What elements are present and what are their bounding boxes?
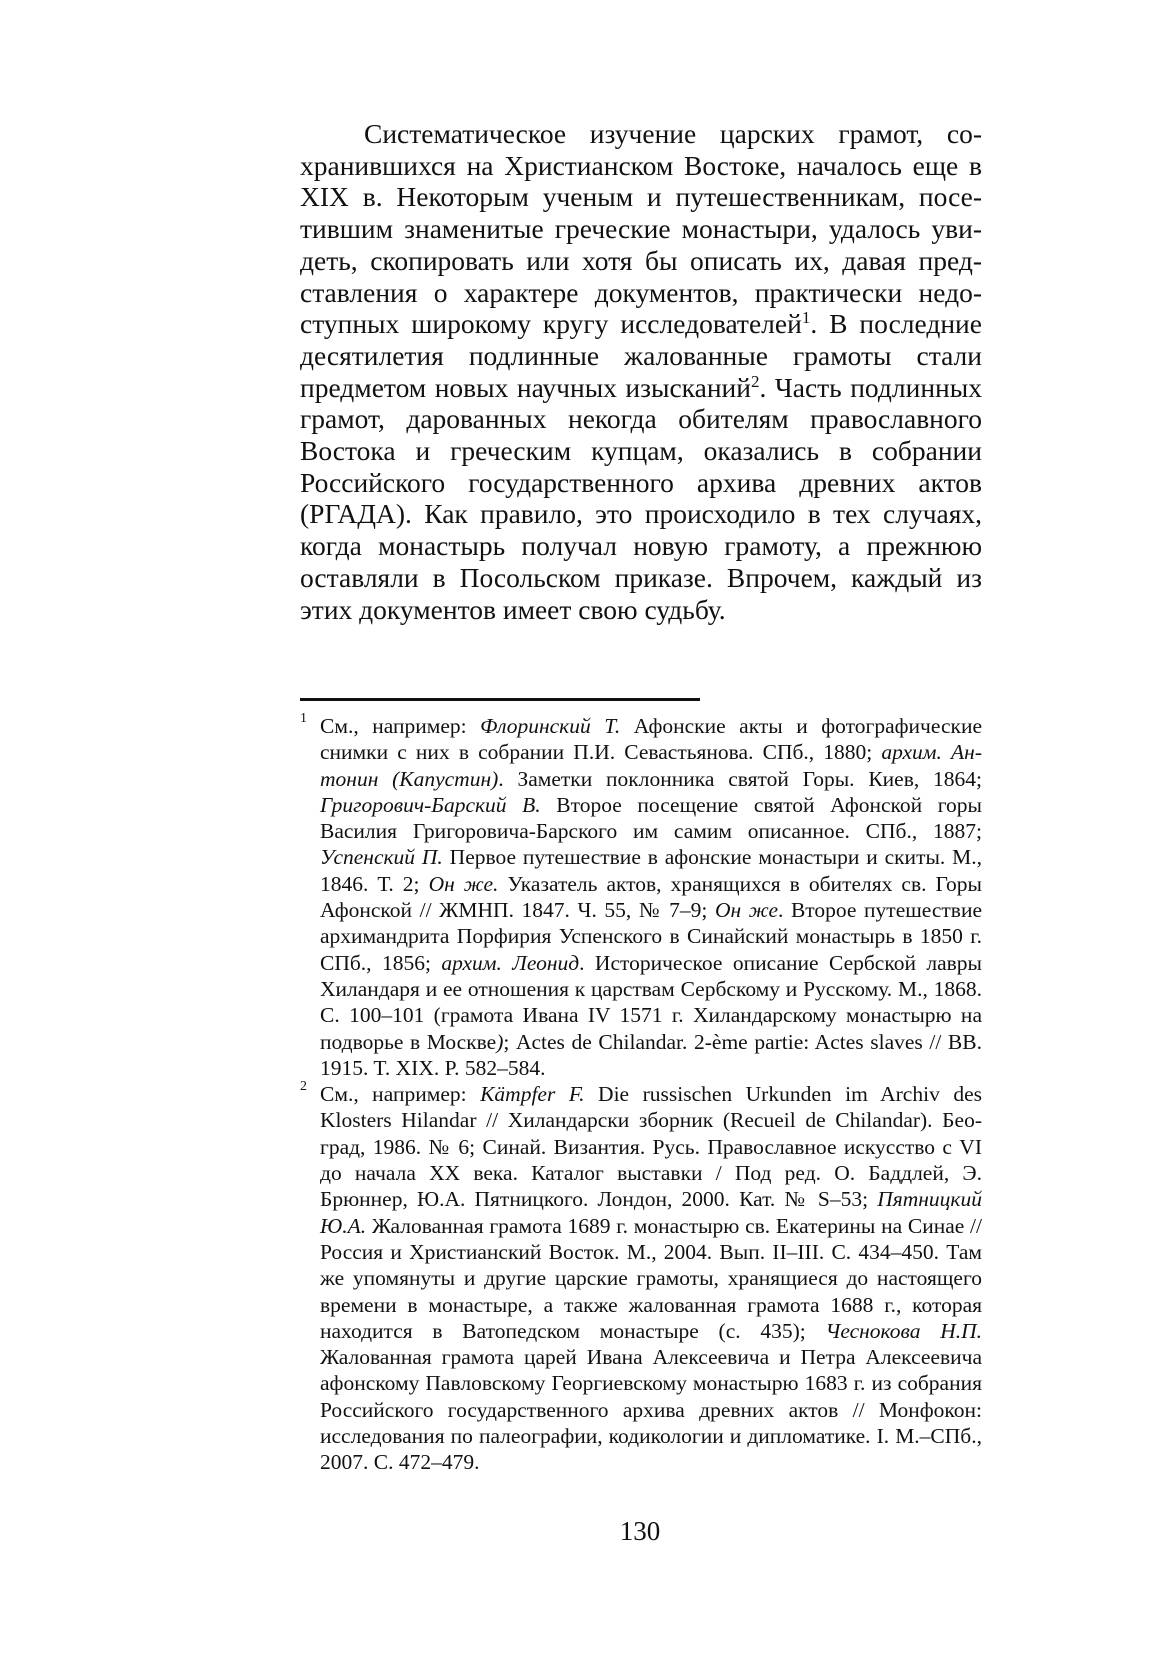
footnote-italic-run: Чеснокова Н.П.	[825, 1318, 982, 1343]
footnote-text-run: Афонские акты и фотографические снимки с них в собрании П.И. Севастьянова. СПб., 1880;	[320, 714, 982, 765]
footnote-italic-run: архим. Леонид	[441, 950, 580, 975]
footnote-1	[300, 713, 982, 1081]
footnote-italic-run: Он же.	[428, 871, 499, 896]
footnote-text-run: . Историческое описание Сербской лавры Хиландаря и ее отношения к царствам Сербскому и Русскому. М., 1868. С. 100–101 (грамота Ивана IV 1571 г. Хиландарскому монастырю на подворье в Москве	[320, 950, 982, 1054]
footnote-text-run: ; Actes de Chilandar. 2-ème partie: Actes slaves // BB. 1915. T. XIX. P. 582–584.	[320, 1029, 982, 1080]
footnote-italic-run: Флоринский Т.	[480, 714, 621, 738]
footnote-text-run: Жалованная грамота царей Ивана Алексеевича и Петра Алексеевича афонскому Павловскому Георгиевскому монастырю 1683 г. из собрания Российского государственного архива древних актов // Монфокон: исследования по палеографии, кодикологии и дипломатике. I. М.–СПб., 2007. С. 472–479.	[320, 1345, 982, 1475]
footnote-number: 2	[300, 1079, 307, 1095]
footnote-italic-run: Успенский П.	[320, 845, 443, 870]
footnote-body	[320, 714, 982, 1080]
footnote-ref-1[interactable]: 1	[801, 308, 811, 328]
main-text-part-1: Систематическое изучение царских грамот, сохранившихся на Христианском Востоке, началось еще в XIX в. Некоторым ученым и путешественникам, посетившим знаменитые греческие монастыри, удалось увидеть, скопировать или хотя бы описать их, давая представления о характере документов, практически недоступных широкому кругу исследователей	[300, 118, 982, 340]
footnote-italic-run: )	[496, 1029, 504, 1054]
footnote-2	[300, 1081, 982, 1475]
footnote-text-run: Указатель актов, хранящихся в обителях св. Горы Афонской // ЖМНП. 1847. Ч. 55, № 7–9;	[320, 871, 982, 923]
footnote-ref-2[interactable]: 2	[751, 371, 760, 391]
footnote-italic-run: архим. Антонин (Капустин)	[320, 740, 982, 791]
footnote-text-run: Die russischen Urkunden im Archiv des Klosters Hilandar // Хиландарски зборник (Recueil de Chilandar). Београд, 1986. № 6; Синай. Византия. Русь. Православное искусство с VI до начала XX века. Каталог выставки / Под ред. О. Баддлей, Э. Брюннер, Ю.А. Пятницкого. Лондон, 2000. Кат. № S–53;	[320, 1082, 982, 1212]
footnote-italic-run: Он же	[714, 898, 778, 923]
footnote-text-run: . Второе путешествие архимандрита Порфирия Успенского в Синайский монастырь в 1850 г. СПб., 1856;	[320, 898, 983, 975]
footnote-number: 1	[300, 711, 307, 726]
page-number: 130	[619, 1516, 661, 1546]
footnote-body	[320, 1082, 982, 1474]
footnote-text-run: См., например:	[320, 714, 481, 738]
footnote-text-run: Второе посещение святой Афонской горы Василия Григоровича-Барского им самим описанное. СПб., 1887;	[320, 792, 983, 844]
footnotes	[300, 713, 982, 1476]
footnote-text-run: . Заметки поклонника святой Горы. Киев, 1864;	[498, 766, 982, 791]
main-text-part-2: . В последние десятилетия подлинные жалованные грамоты стали предметом новых научных изысканий	[300, 308, 982, 403]
footnote-text-run: См., например:	[320, 1082, 481, 1107]
footnote-italic-run: Kämpfer F.	[480, 1082, 585, 1107]
main-paragraph	[300, 118, 982, 625]
footnote-text-run: Жалованная грамота 1689 г. монастырю св. Екатерины на Синае // Россия и Христианский Восток. М., 2004. Вып. II–III. С. 434–450. Там же упомянуты и другие царские грамоты, хранящиеся до настоящего времени в монастыре, а также жалованная грамота 1688 г., которая находится в Ватопедском монастыре (с. 435);	[320, 1213, 982, 1343]
footnote-italic-run: Григорович-Барский В.	[320, 792, 541, 817]
main-text-part-3: . Часть подлинных грамот, дарованных некогда обителям православного Востока и греческим купцам, оказались в собрании Российского государственного архива древних актов (РГАДА). Как правило, это происходило в тех случаях, когда монастырь получал новую грамоту, а прежнюю оставляли в Посольском приказе. Впрочем, каждый из этих документов имеет свою судьбу.	[300, 371, 982, 625]
footnote-separator	[300, 698, 700, 701]
footnote-italic-run: Пятницкий Ю.А.	[320, 1187, 982, 1238]
footnote-text-run: Первое путешествие в афонские монастыри и скиты. М., 1846. Т. 2;	[320, 845, 982, 896]
